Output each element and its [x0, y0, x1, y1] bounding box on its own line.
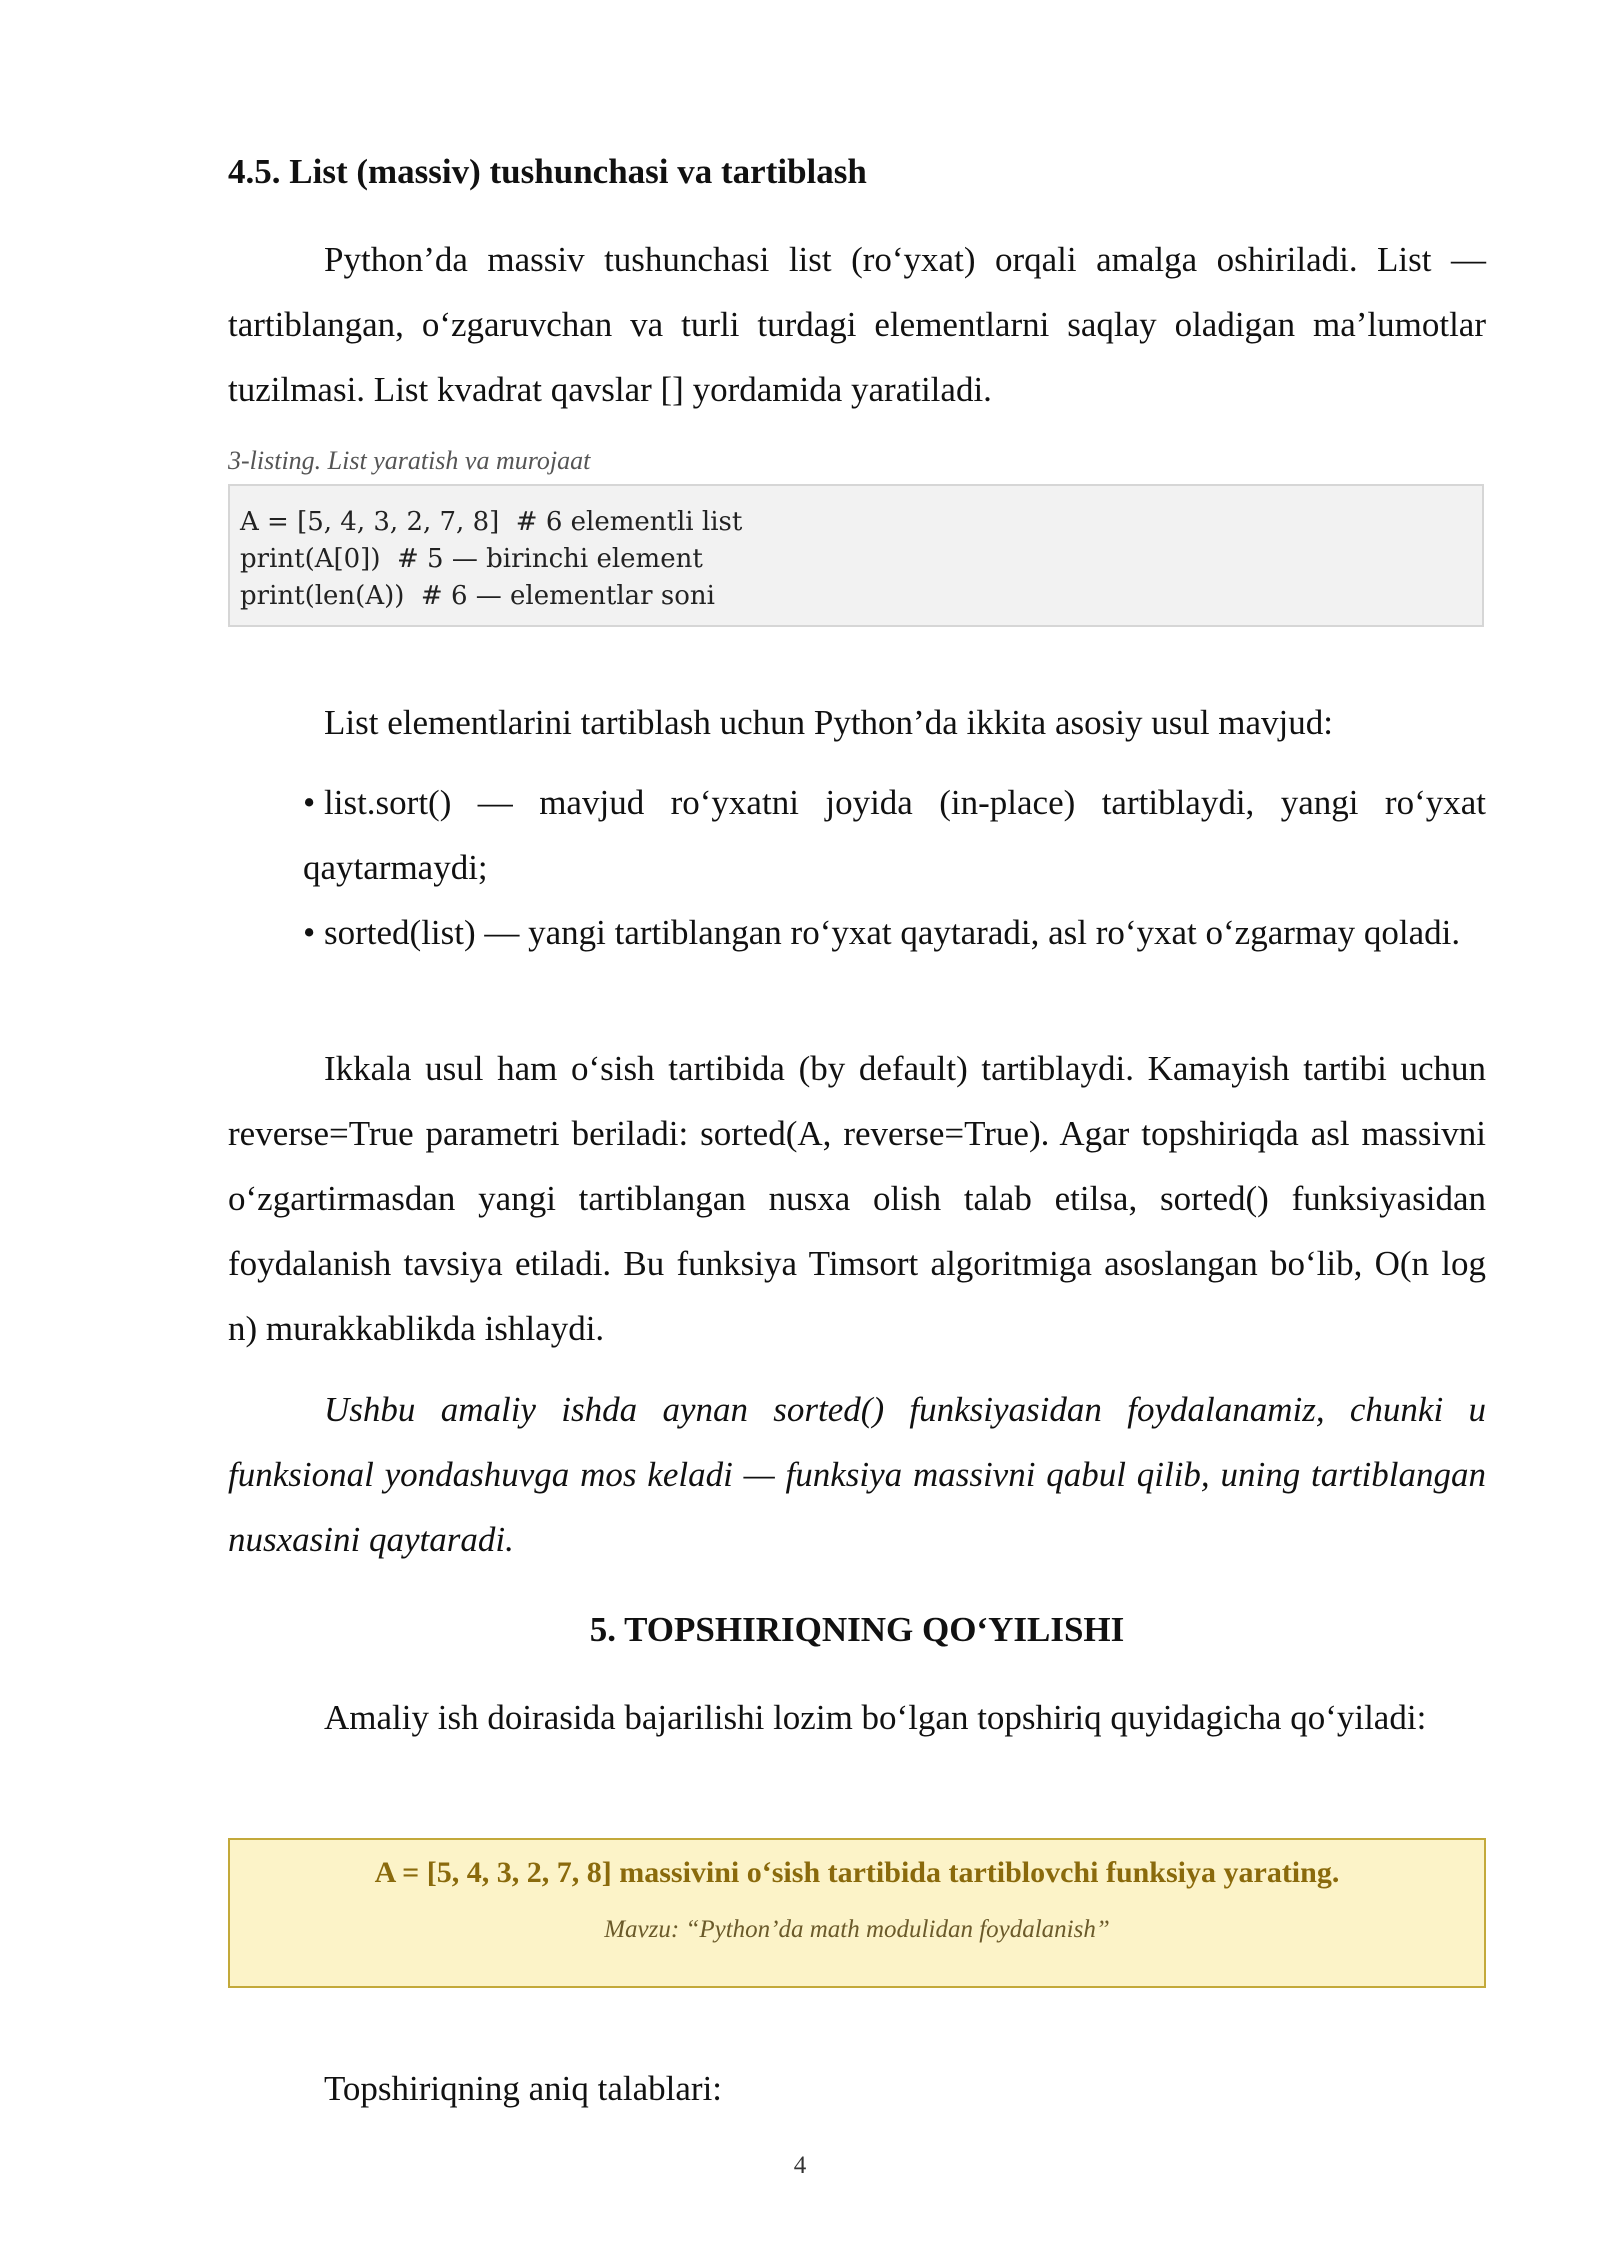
paragraph-both-methods: Ikkala usul ham o‘sish tartibida (by default) tartiblaydi. Kamayish tartibi uchun reverse=True parametri beriladi: sorted(A, reverse=True). Agar topshiriqda asl massivni o‘zgartirmasdan yangi tartiblangan nusxa olish talab etilsa, sorted() funksiyasidan foydalanish tavsiya etiladi. Bu funksiya Timsort algoritmiga asoslangan bo‘lib, O(n log n) murakkablikda ishlaydi. [228, 1049, 1486, 1348]
paragraph-intro: Python’da massiv tushunchasi list (ro‘yxat) orqali amalga oshiriladi. List — tartiblangan, o‘zgaruvchan va turli turdagi elementlarni saqlay oladigan ma’lumotlar tuzilmasi. List kvadrat qavslar [] yordamida yaratiladi. [228, 240, 1486, 409]
bullet-text: sorted(list) — yangi tartiblangan ro‘yxat qaytaradi, asl ro‘yxat o‘zgarmay qoladi. [324, 913, 1461, 952]
section-heading: 4.5. List (massiv) tushunchasi va tartiblash [228, 152, 867, 191]
paragraph-requirements: Topshiriqning aniq talablari: [324, 2069, 723, 2108]
bullet-item [303, 770, 1486, 900]
task-statement: A = [5, 4, 3, 2, 7, 8] massivini o‘sish tartibida tartiblovchi funksiya yarating. [374, 1856, 1340, 1889]
bullet-text: list.sort() — mavjud ro‘yxatni joyida (in-place) tartiblaydi, yangi ro‘yxat qaytarmaydi; [303, 783, 1486, 887]
code-listing [228, 484, 1484, 627]
bullet-icon: • [303, 913, 316, 952]
bullet-item [303, 900, 1486, 965]
listing-caption: 3-listing. List yaratish va murojaat [228, 446, 591, 475]
code-line: print(len(A)) # 6 — elementlar soni [240, 581, 715, 611]
task-box [228, 1838, 1486, 1988]
paragraph-task-intro: Amaliy ish doirasida bajarilishi lozim bo‘lgan topshiriq quyidagicha qo‘yiladi: [324, 1698, 1427, 1737]
paragraph-methods-intro: List elementlarini tartiblash uchun Python’da ikkita asosiy usul mavjud: [324, 703, 1334, 742]
task-heading: 5. TOPSHIRIQNING QO‘YILISHI [589, 1610, 1125, 1649]
bullet-icon: • [303, 783, 316, 822]
task-subtitle: Mavzu: “Python’da math modulidan foydalanish” [604, 1916, 1110, 1943]
code-line: print(A[0]) # 5 — birinchi element [240, 544, 703, 574]
paragraph-italic-note: Ushbu amaliy ishda aynan sorted() funksiyasidan foydalanamiz, chunki u funksional yondashuvga mos keladi — funksiya massivni qabul qilib, uning tartiblangan nusxasini qaytaradi. [228, 1390, 1486, 1559]
page-number: 4 [793, 2152, 807, 2179]
code-line: A = [5, 4, 3, 2, 7, 8] # 6 elementli list [240, 507, 743, 537]
bullet-list [303, 770, 1486, 965]
